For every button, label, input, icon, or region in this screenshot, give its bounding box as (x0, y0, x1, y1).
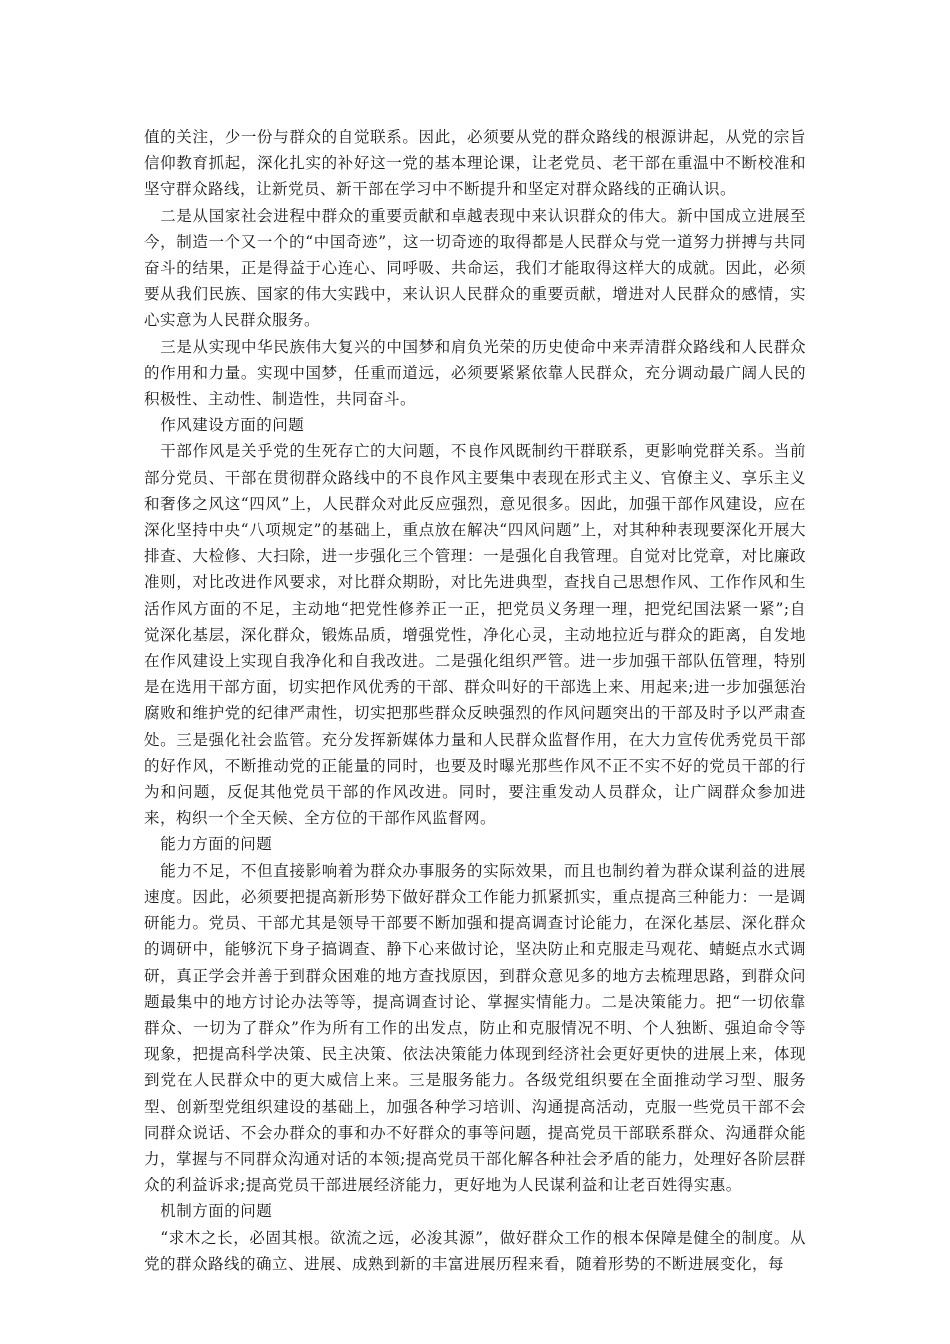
section-heading-work-style: 作风建设方面的问题 (160, 416, 305, 435)
document-page (144, 124, 806, 1277)
paragraph-ability: 能力不足，不但直接影响着为群众办事服务的实际效果，而且也制约着为群众谋利益的进展速度。因此，必须要把提高新形势下做好群众工作能力抓紧抓实，重点提高三种能力：一是调研能力。党员、干部尤其是领导干部要不断加强和提高调查讨论能力，在深化基层、深化群众的调研中，能够沉下身子搞调查、静下心来做讨论，坚决防止和克服走马观花、蜻蜓点水式调研，真正学会并善于到群众困难的地方查找原因，到群众意见多的地方去梳理思路，到群众问题最集中的地方讨论办法等等，提高调查讨论、掌握实情能力。二是决策能力。把“一切依靠群众、一切为了群众”作为所有工作的出发点，防止和克服情况不明、个人独断、强迫命令等现象，把提高科学决策、民主决策、依法决策能力体现到经济社会更好更快的进展上来，体现到党在人民群众中的更大威信上来。三是服务能力。各级党组织要在全面推动学习型、服务型、创新型党组织建设的基础上，加强各种学习培训、沟通提高活动，克服一些党员干部不会同群众说话、不会办群众的事和办不好群众的事等问题，提高党员干部联系群众、沟通群众能力，掌握与不同群众沟通对话的本领;提高党员干部化解各种社会矛盾的能力，处理好各阶层群众的利益诉求;提高党员干部进展经济能力，更好地为人民谋利益和让老百姓得实惠。 (144, 861, 806, 1195)
section-heading-mechanism: 机制方面的问题 (160, 1202, 273, 1221)
paragraph-mechanism: “求木之长，必固其根。欲流之远，必浚其源”，做好群众工作的根本保障是健全的制度。从党的群众路线的确立、进展、成熟到新的丰富进展历程来看，随着形势的不断进展变化，每 (144, 1228, 806, 1273)
paragraph-third-point: 三是从实现中华民族伟大复兴的中国梦和肩负光荣的历史使命中来弄清群众路线和人民群众的作用和力量。实现中国梦，任重而道远，必须要紧紧依靠人民群众，充分调动最广阔人民的积极性、主动性、制造性，共同奋斗。 (144, 337, 806, 409)
paragraph-mass-line-roots: 值的关注，少一份与群众的自觉联系。因此，必须要从党的群众路线的根源讲起，从党的宗旨信仰教育抓起，深化扎实的补好这一党的基本理论课，让老党员、老干部在重温中不断校准和坚守群众路线，让新党员、新干部在学习中不断提升和坚定对群众路线的正确认识。 (144, 128, 806, 199)
paragraph-second-point: 二是从国家社会进程中群众的重要贡献和卓越表现中来认识群众的伟大。新中国成立进展至今，制造一个又一个的“中国奇迹”，这一切奇迹的取得都是人民群众与党一道努力拼搏与共同奋斗的结果，正是得益于心连心、同呼吸、共命运，我们才能取得这样大的成就。因此，必须要从我们民族、国家的伟大实践中，来认识人民群众的重要贡献，增进对人民群众的感情，实心实意为人民群众服务。 (144, 206, 806, 330)
section-heading-ability: 能力方面的问题 (160, 835, 273, 854)
paragraph-work-style: 干部作风是关乎党的生死存亡的大问题，不良作风既制约干群联系，更影响党群关系。当前部分党员、干部在贯彻群众路线中的不良作风主要集中表现在形式主义、官僚主义、享乐主义和奢侈之风这“四风”上，人民群众对此反应强烈，意见很多。因此，加强干部作风建设，应在深化坚持中央“八项规定”的基础上，重点放在解决“四风问题”上，对其种种表现要深化开展大排查、大检修、大扫除，进一步强化三个管理：一是强化自我管理。自觉对比党章，对比廉政准则，对比改进作风要求，对比群众期盼，对比先进典型，查找自己思想作风、工作作风和生活作风方面的不足，主动地“把党性修养正一正，把党员义务理一理，把党纪国法紧一紧”;自觉深化基层，深化群众，锻炼品质，增强党性，净化心灵，主动地拉近与群众的距离，自发地在作风建设上实现自我净化和自我改进。二是强化组织严管。进一步加强干部队伍管理，特别是在选用干部方面，切实把作风优秀的干部、群众叫好的干部选上来、用起来;进一步加强惩治腐败和维护党的纪律严肃性，切实把那些群众反映强烈的作风问题突出的干部及时予以严肃查处。三是强化社会监管。充分发挥新媒体力量和人民群众监督作用，在大力宣传优秀党员干部的好作风，不断推动党的正能量的同时，也要及时曝光那些作风不正不实不好的党员干部的行为和问题，反促其他党员干部的作风改进。同时，要注重发动人员群众，让广阔群众参加进来，构织一个全天候、全方位的干部作风监督网。 (144, 442, 806, 828)
